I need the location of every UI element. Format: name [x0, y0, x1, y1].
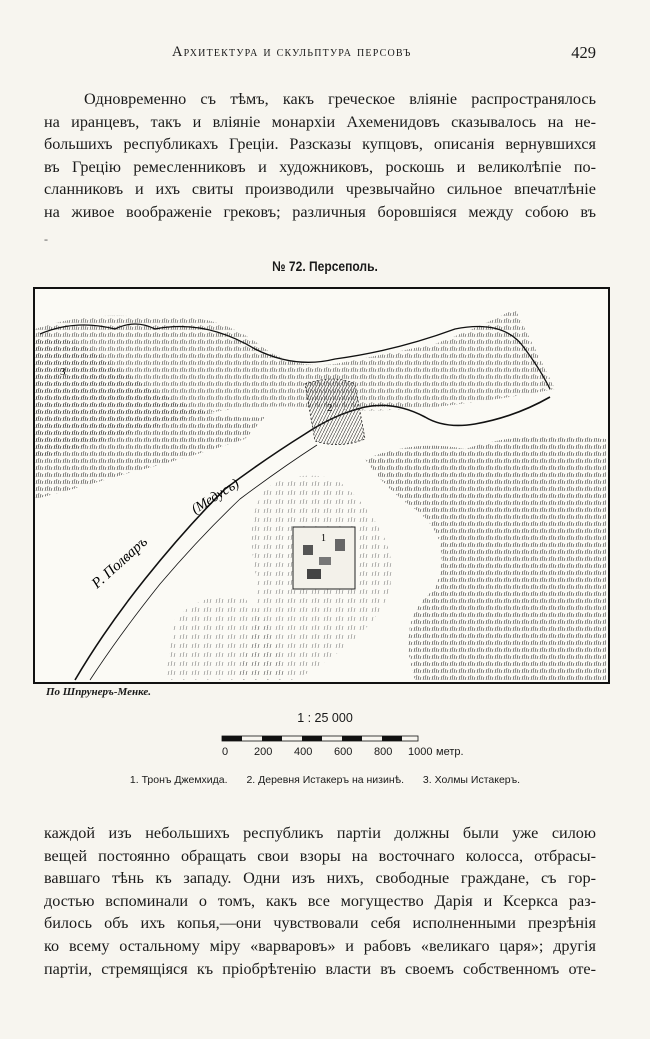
scale-tick: 400	[294, 746, 313, 758]
map-label-2: 2	[327, 402, 333, 414]
legend-item: 3. Холмы Истакеръ.	[422, 774, 521, 786]
map-legend	[0, 774, 650, 786]
text-line: партіи, стремящіяся къ пріобрѣтенію власти въ своемъ собственномъ оте-	[44, 959, 596, 978]
text-line: большихъ республикахъ Греціи. Разсказы купцовъ, описанія вернувшихся	[44, 135, 596, 154]
text-line: ко всему остальному міру «варваровъ» и рабовъ «великаго царя»; другія	[44, 936, 596, 955]
hills-lower-right	[365, 436, 606, 680]
running-head	[44, 44, 596, 66]
scale-tick: 1000	[408, 746, 433, 758]
text-line: на живое воображеніе грековъ; различныя боровшіяся между собою въ	[44, 202, 596, 221]
text-line: билось объ ихъ копья,—они чувствовали себя исполненными презрѣнія	[44, 914, 596, 933]
legend-item: 2. Деревня Истакеръ на низинѣ.	[246, 774, 404, 786]
page-number: 429	[571, 43, 596, 62]
text-line: вавшаго тѣнь къ западу. Одни изъ нихъ, свободные граждане, съ гор-	[44, 869, 596, 888]
scale-tick: 0	[222, 746, 229, 758]
legend-item: 1. Тронъ Джемхида.	[129, 774, 228, 786]
paragraph-bottom	[44, 822, 596, 980]
map-label-3: 3	[60, 366, 66, 378]
text-line: въ Грецію ремесленниковъ и художниковъ, роскошь и великолѣпіе по-	[44, 157, 596, 176]
river-label: Р. Полваръ	[88, 534, 151, 592]
scale-labels	[222, 746, 482, 760]
map-drawing	[35, 289, 608, 682]
village-istakher	[305, 379, 365, 445]
text-line: Одновременно съ тѣмъ, какъ греческое вліяніе распространялось	[84, 90, 596, 108]
map-figure	[33, 287, 610, 684]
text-line: достью вспоминали о томъ, какъ все могущество Дарія и Ксеркса раз-	[44, 891, 596, 910]
text-line: вещей постоянно обращать свои взоры на восточнаго колосса, отбрасы-	[44, 846, 596, 865]
text-line: на иранцевъ, такъ и вліяніе монархіи Ахеменидовъ сказывалось на не-	[44, 112, 596, 131]
scale-bar	[220, 735, 420, 743]
scale-tick: 200	[254, 746, 273, 758]
map-credit: По Шпрунеръ-Менке.	[46, 686, 151, 698]
scale-tick: 600	[334, 746, 353, 758]
running-title: Архитектура и скульптура персовъ	[172, 44, 412, 60]
scale-tick: 800	[374, 746, 393, 758]
scale-unit: метр.	[436, 746, 464, 758]
stray-mark: -	[44, 232, 48, 246]
text-line: сланниковъ и ихъ свиты производили чрезвычайно сильное впечатлѣніе	[44, 180, 596, 199]
scale-ratio: 1 : 25 000	[297, 711, 353, 725]
map-label-1: 1	[321, 533, 326, 544]
river-label-alt: (Медусъ)	[189, 476, 243, 518]
figure-caption: № 72. Персеполь.	[272, 258, 378, 274]
text-line: каждой изъ небольшихъ республикъ партіи должны были уже силою	[44, 824, 596, 842]
paragraph-top	[44, 88, 596, 224]
